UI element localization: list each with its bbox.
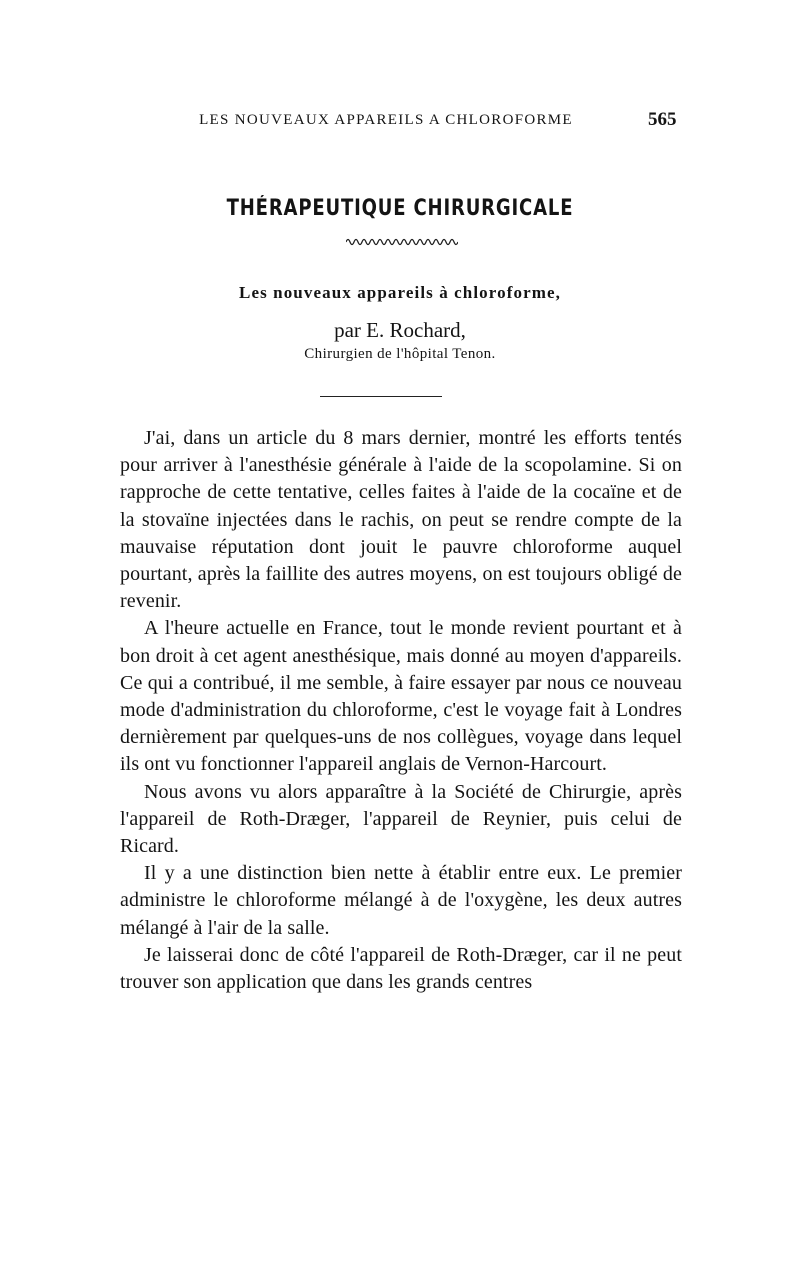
paragraph: Il y a une distinction bien nette à établir entre eux. Le premier administre le chloroforme mélangé à de l'oxygène, les deux autres mélangé à l'air de la salle.	[120, 862, 682, 939]
paragraph: Nous avons vu alors apparaître à la Société de Chirurgie, après l'appareil de Roth-Dræger, l'appareil de Reynier, puis celui de Ricard.	[120, 780, 682, 858]
article-body	[120, 425, 682, 996]
section-title: THÉRAPEUTIQUE CHIRURGICALE	[226, 196, 574, 221]
paragraph: A l'heure actuelle en France, tout le monde revient pourtant et à bon droit à cet agent anesthésique, mais donné au moyen d'appareils. Ce qui a contribué, il me semble, à faire essayer par nous ce nouveau mode d'administration du chloroforme, c'est le voyage fait à Londres dernièrement par quelques-uns de nos collègues, voyage dans lequel ils ont vu fonctionner l'appareil anglais de Vernon-Harcourt.	[120, 617, 682, 776]
article-byline: par E. Rochard,	[334, 318, 466, 342]
paragraph: J'ai, dans un article du 8 mars dernier, montré les efforts tentés pour arriver à l'anesthésie générale à l'aide de la scopolamine. Si on rapproche de cette tentative, celles faites à l'aide de la cocaïne et de la stovaïne injectées dans le rachis, on peut se rendre compte de la mauvaise réputation dont jouit le pauvre chloroforme auquel pourtant, après la faillite des autres moyens, on est toujours obligé de revenir.	[120, 427, 682, 613]
wavy-rule-ornament	[346, 236, 458, 248]
author-affiliation: Chirurgien de l'hôpital Tenon.	[304, 346, 496, 362]
separator-rule	[320, 396, 442, 397]
article-title: Les nouveaux appareils à chloroforme,	[239, 283, 561, 302]
page-number: 565	[648, 109, 677, 130]
paragraph: Je laisserai donc de côté l'appareil de Roth-Dræger, car il ne peut trouver son application que dans les grands centres	[120, 943, 682, 994]
running-header: LES NOUVEAUX APPAREILS A CHLOROFORME	[199, 112, 573, 128]
